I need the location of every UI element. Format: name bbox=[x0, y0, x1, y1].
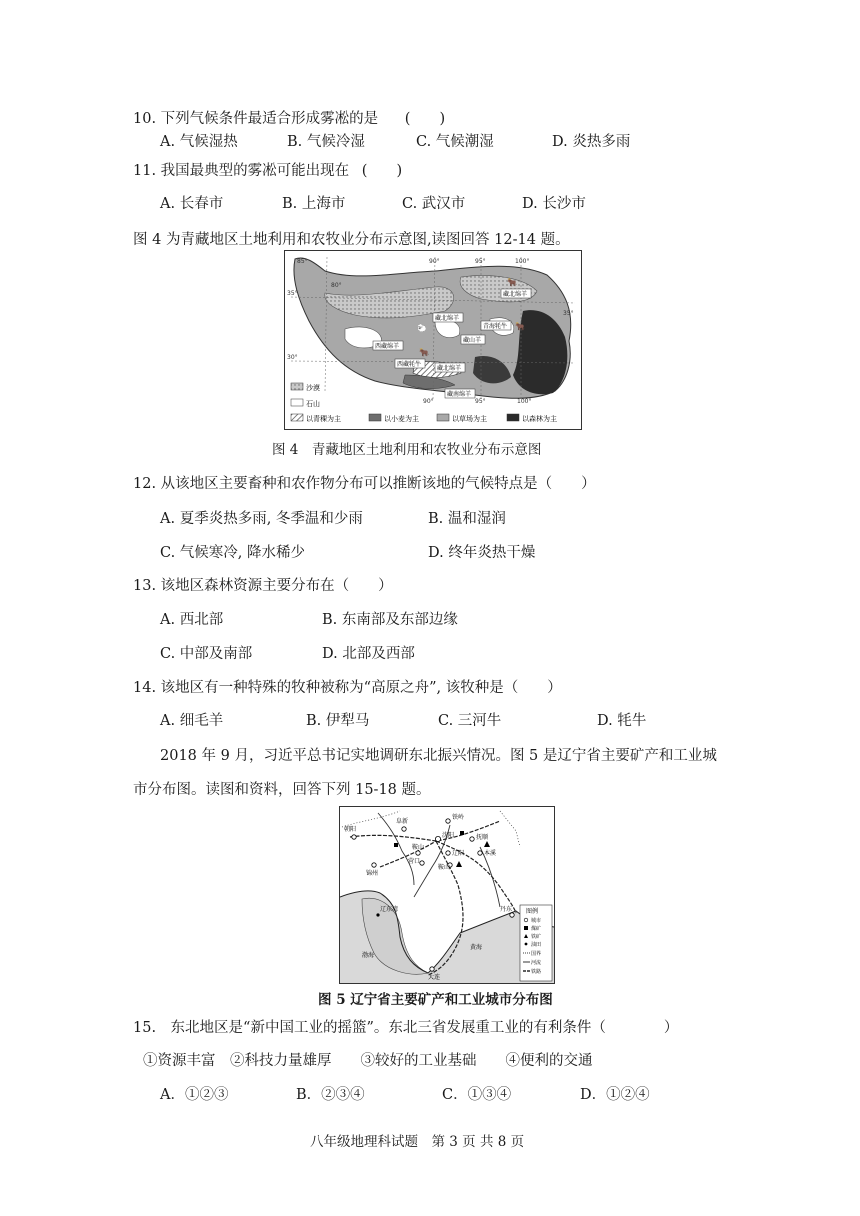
q15-option-d: D．①②④ bbox=[580, 1087, 650, 1103]
coord-label: 30° bbox=[287, 354, 298, 361]
q14-option-d: D. 牦牛 bbox=[597, 713, 647, 729]
q13-option-b: B. 东南部及东部边缘 bbox=[322, 612, 458, 628]
yak-icon: 🐂 bbox=[507, 278, 517, 287]
q15-conditions: ①资源丰富 ②科技力量雄厚 ③较好的工业基础 ④便利的交通 bbox=[143, 1053, 593, 1069]
fig5-intro-line1: 2018 年 9 月，习近平总书记实地调研东北振兴情况。图 5 是辽宁省主要矿产和工业城 bbox=[160, 748, 717, 764]
city-label: 丹东 bbox=[500, 906, 513, 913]
city-label: 铁岭 bbox=[452, 814, 465, 821]
yak-icon: 🐂 bbox=[419, 348, 429, 357]
svg-text:煤矿: 煤矿 bbox=[531, 926, 542, 932]
q11-option-a: A. 长春市 bbox=[160, 196, 224, 212]
sea-label: 辽东湾 bbox=[380, 906, 399, 913]
oilfield-icon bbox=[376, 913, 379, 916]
q12-option-c: C. 气候寒冷, 降水稀少 bbox=[160, 545, 306, 561]
fig5-map bbox=[339, 806, 555, 984]
city-label: 营口 bbox=[408, 858, 421, 865]
q14-option-a: A. 细毛羊 bbox=[160, 713, 224, 729]
sheep-icon: 🐑 bbox=[417, 324, 427, 333]
coal-mine-icon bbox=[394, 843, 398, 847]
svg-text:铁矿: 铁矿 bbox=[531, 934, 542, 940]
q14-stem: 14. 该地区有一种特殊的牧种被称为“高原之舟”, 该牧种是（ ） bbox=[133, 680, 562, 696]
sea-label: 黄海 bbox=[470, 944, 483, 951]
q15-option-b: B．②③④ bbox=[296, 1087, 365, 1103]
q11-option-c: C. 武汉市 bbox=[402, 196, 466, 212]
q11-stem: 11. 我国最典型的雾凇可能出现在 ( ) bbox=[133, 163, 403, 179]
fig4-intro: 图 4 为青藏地区土地利用和农牧业分布示意图,读图回答 12-14 题。 bbox=[133, 232, 570, 248]
place-label: 藏山羊 bbox=[463, 337, 482, 344]
iron-mine-icon bbox=[484, 841, 490, 847]
coal-mine-icon bbox=[460, 831, 464, 835]
coord-label: 35° bbox=[287, 290, 298, 297]
iron-mine-icon bbox=[456, 861, 462, 867]
q15-option-a: A．①②③ bbox=[160, 1087, 229, 1103]
city-label: 抚顺 bbox=[476, 834, 489, 841]
coord-label: 35° bbox=[563, 310, 574, 317]
q11-option-d: D. 长沙市 bbox=[522, 196, 586, 212]
city-label: 沈阳 bbox=[442, 832, 455, 839]
fig5-intro-line2: 市分布图。读图和资料，回答下列 15-18 题。 bbox=[133, 782, 431, 798]
fig5-legend bbox=[520, 905, 552, 981]
fig4-caption: 图 4 青藏地区土地利用和农牧业分布示意图 bbox=[272, 442, 542, 458]
tibet-land-use-map bbox=[285, 251, 581, 429]
q12-option-b: B. 温和湿润 bbox=[428, 511, 506, 527]
q10-option-b: B. 气候冷湿 bbox=[287, 134, 365, 150]
svg-text:沙漠: 沙漠 bbox=[306, 384, 320, 392]
q12-stem: 12. 从该地区主要畜种和农作物分布可以推断该地的气候特点是（ ） bbox=[133, 476, 596, 492]
sea-label: 渤海 bbox=[362, 952, 375, 959]
coord-label: 85° bbox=[297, 258, 308, 265]
svg-text:河流: 河流 bbox=[531, 960, 542, 966]
page-footer: 八年级地理科试题 第 3 页 共 8 页 bbox=[310, 1134, 525, 1150]
city-label: 锦州 bbox=[366, 870, 379, 877]
coord-label: 90° bbox=[429, 258, 440, 265]
city-label: 本溪 bbox=[484, 850, 497, 857]
coord-label: 95° bbox=[475, 258, 486, 265]
coord-label: 100° bbox=[517, 398, 532, 405]
answer-paren: ( ) bbox=[361, 163, 403, 179]
city-label: 鞍山 bbox=[412, 844, 425, 851]
q13-option-c: C. 中部及南部 bbox=[160, 646, 253, 662]
place-label: 西藏牦牛 bbox=[397, 361, 422, 368]
coord-label: 90° bbox=[423, 398, 434, 405]
fig5-caption: 图 5 辽宁省主要矿产和工业城市分布图 bbox=[318, 992, 553, 1008]
yak-icon: 🐂 bbox=[515, 322, 525, 331]
svg-text:石山: 石山 bbox=[306, 400, 320, 408]
svg-text:油田: 油田 bbox=[531, 942, 542, 948]
svg-text:以草场为主: 以草场为主 bbox=[452, 415, 487, 423]
city-label: 阜新 bbox=[396, 818, 409, 825]
place-label: 西藏绵羊 bbox=[375, 343, 400, 350]
city-label: 大连 bbox=[428, 974, 441, 981]
q13-option-d: D. 北部及西部 bbox=[322, 646, 415, 662]
city-label: 鞍山 bbox=[438, 864, 451, 871]
svg-text:以青稞为主: 以青稞为主 bbox=[306, 415, 341, 423]
liaoning-map bbox=[340, 807, 554, 983]
svg-text:城市: 城市 bbox=[531, 918, 542, 924]
svg-text:铁路: 铁路 bbox=[531, 969, 542, 975]
q13-stem: 13. 该地区森林资源主要分布在（ ） bbox=[133, 578, 393, 594]
q10-stem: 10. 下列气候条件最适合形成雾凇的是 ( ) bbox=[133, 111, 446, 127]
q15-option-c: C．①③④ bbox=[442, 1087, 512, 1103]
coord-label: 95° bbox=[475, 398, 486, 405]
svg-text:以小麦为主: 以小麦为主 bbox=[384, 415, 419, 423]
q14-option-c: C. 三河牛 bbox=[438, 713, 502, 729]
coord-label: 80° bbox=[331, 282, 342, 289]
q10-option-c: C. 气候潮湿 bbox=[416, 134, 494, 150]
place-label: 藏北绵羊 bbox=[435, 315, 460, 322]
fig4-map bbox=[284, 250, 582, 430]
answer-paren: ( ) bbox=[404, 111, 446, 127]
q12-option-a: A. 夏季炎热多雨, 冬季温和少雨 bbox=[160, 511, 363, 527]
coord-label: 100° bbox=[515, 258, 530, 265]
q11-option-b: B. 上海市 bbox=[282, 196, 346, 212]
svg-text:图例: 图例 bbox=[526, 908, 539, 915]
city-label: 辽阳 bbox=[452, 850, 465, 857]
q14-option-b: B. 伊犁马 bbox=[306, 713, 370, 729]
place-label: 藏北绵羊 bbox=[437, 365, 462, 372]
place-label: 藏北绵羊 bbox=[503, 291, 528, 298]
place-label: 藏南绵羊 bbox=[447, 391, 472, 398]
svg-text:以森林为主: 以森林为主 bbox=[522, 415, 557, 423]
q10-option-d: D. 炎热多雨 bbox=[552, 134, 631, 150]
place-label: 青海牦牛 bbox=[483, 323, 508, 330]
city-label: 朝阳 bbox=[344, 826, 357, 833]
q13-option-a: A. 西北部 bbox=[160, 612, 224, 628]
q12-option-d: D. 终年炎热干燥 bbox=[428, 545, 536, 561]
svg-text:国界: 国界 bbox=[531, 951, 542, 957]
q15-stem: 15. 东北地区是“新中国工业的摇篮”。东北三省发展重工业的有利条件（ ） bbox=[133, 1020, 679, 1036]
q10-option-a: A. 气候湿热 bbox=[160, 134, 238, 150]
